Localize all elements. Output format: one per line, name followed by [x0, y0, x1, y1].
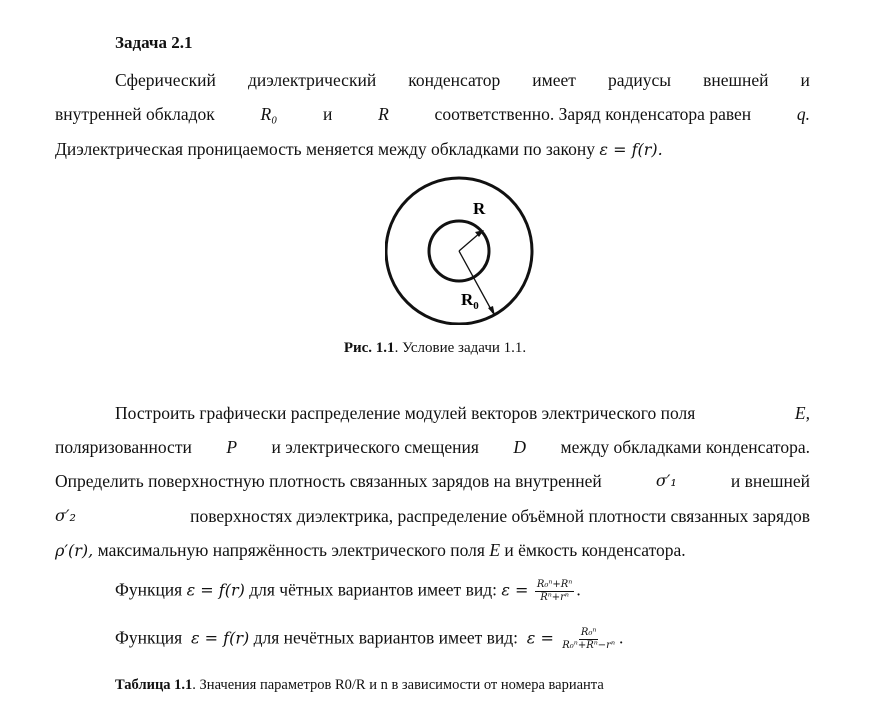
symbol-E: E,: [794, 403, 810, 423]
symbol-R0: R₀: [260, 104, 278, 124]
word: радиусы: [607, 70, 672, 90]
problem-title: Задача 2.1: [115, 33, 193, 52]
text: для чётных вариантов имеет вид:: [249, 579, 497, 600]
capacitor-figure: [385, 173, 535, 325]
function-odd-line: [115, 627, 623, 652]
fraction-denominator: R₀ⁿ+Rⁿ−rⁿ: [562, 640, 616, 651]
text: Определить поверхностную плотность связанных зарядов на внутренней: [55, 471, 602, 491]
formula-eps-f: ε = f(r): [190, 628, 250, 648]
text: поверхностях диэлектрика, распределение объёмной плотности связанных зарядов: [190, 506, 810, 526]
text: и электрического смещения: [271, 437, 479, 457]
fraction-numerator: R₀ⁿ: [580, 627, 597, 638]
label-r0: $R_0$: [461, 290, 479, 312]
text: Диэлектрическая проницаемость меняется между обкладками по закону: [55, 139, 596, 159]
symbol-R: R: [378, 104, 389, 124]
fraction-even: [535, 579, 575, 604]
fraction-numerator: R₀ⁿ+Rⁿ: [536, 579, 573, 590]
radius-r0-arrowhead: [488, 306, 495, 316]
table-caption-text: . Значения параметров R0/R и n в зависимости от номера варианта: [192, 677, 604, 693]
caption-text: . Условие задачи 1.1.: [394, 340, 527, 356]
text: Функция: [115, 579, 183, 600]
text: Построить графически распределение модулей векторов электрического поля: [115, 403, 696, 423]
word: внешней: [703, 70, 769, 90]
para2-line2: [55, 437, 810, 458]
figure-caption: [0, 340, 870, 357]
symbol-rho: ρ′(r),: [55, 541, 94, 560]
text: соответственно. Заряд конденсатора равен: [434, 104, 752, 124]
text: внутренней обкладок: [55, 104, 215, 124]
formula-eps-f: ε = f(r): [186, 580, 245, 600]
table-caption: [115, 677, 604, 694]
word: Сферический: [115, 70, 216, 90]
formula-eps: ε =: [501, 580, 529, 600]
formula-eps: ε = f(r).: [599, 140, 663, 159]
text: поляризованности: [55, 437, 192, 457]
text: максимальную напряжённость электрического поля: [97, 540, 485, 560]
para2-line1: [115, 403, 810, 424]
text: и: [323, 104, 333, 124]
symbol-sigma1: σ′₁: [655, 471, 677, 490]
para1-line1: [115, 70, 810, 91]
word: диэлектрический: [247, 70, 377, 90]
period: .: [576, 579, 581, 600]
text: Функция: [115, 627, 183, 648]
word: и: [800, 70, 810, 90]
text: между обкладками конденсатора.: [560, 437, 810, 457]
formula-eps: ε =: [526, 628, 554, 648]
text: для нечётных вариантов имеет вид:: [253, 627, 519, 648]
para2-line3: [55, 471, 810, 492]
para2-line4: [55, 506, 810, 527]
fraction-denominator: Rⁿ+rⁿ: [540, 592, 569, 603]
text: и внешней: [730, 471, 810, 491]
symbol-E: E: [489, 540, 501, 560]
function-even-line: [115, 579, 581, 604]
para2-line5: [55, 540, 686, 561]
text: и ёмкость конденсатора.: [504, 540, 686, 560]
symbol-sigma2: σ′₂: [55, 506, 76, 525]
period: .: [619, 627, 624, 648]
symbol-q: q.: [796, 104, 810, 124]
symbol-P: P: [226, 437, 238, 457]
caption-label: Рис. 1.1: [343, 340, 395, 356]
table-caption-label: Таблица 1.1: [115, 677, 193, 693]
fraction-odd: [560, 627, 617, 652]
word: имеет: [532, 70, 576, 90]
para1-line3: [55, 139, 663, 160]
symbol-D: D: [513, 437, 527, 457]
label-r: R: [473, 199, 486, 218]
para1-line2: [55, 104, 810, 125]
word: конденсатор: [408, 70, 501, 90]
